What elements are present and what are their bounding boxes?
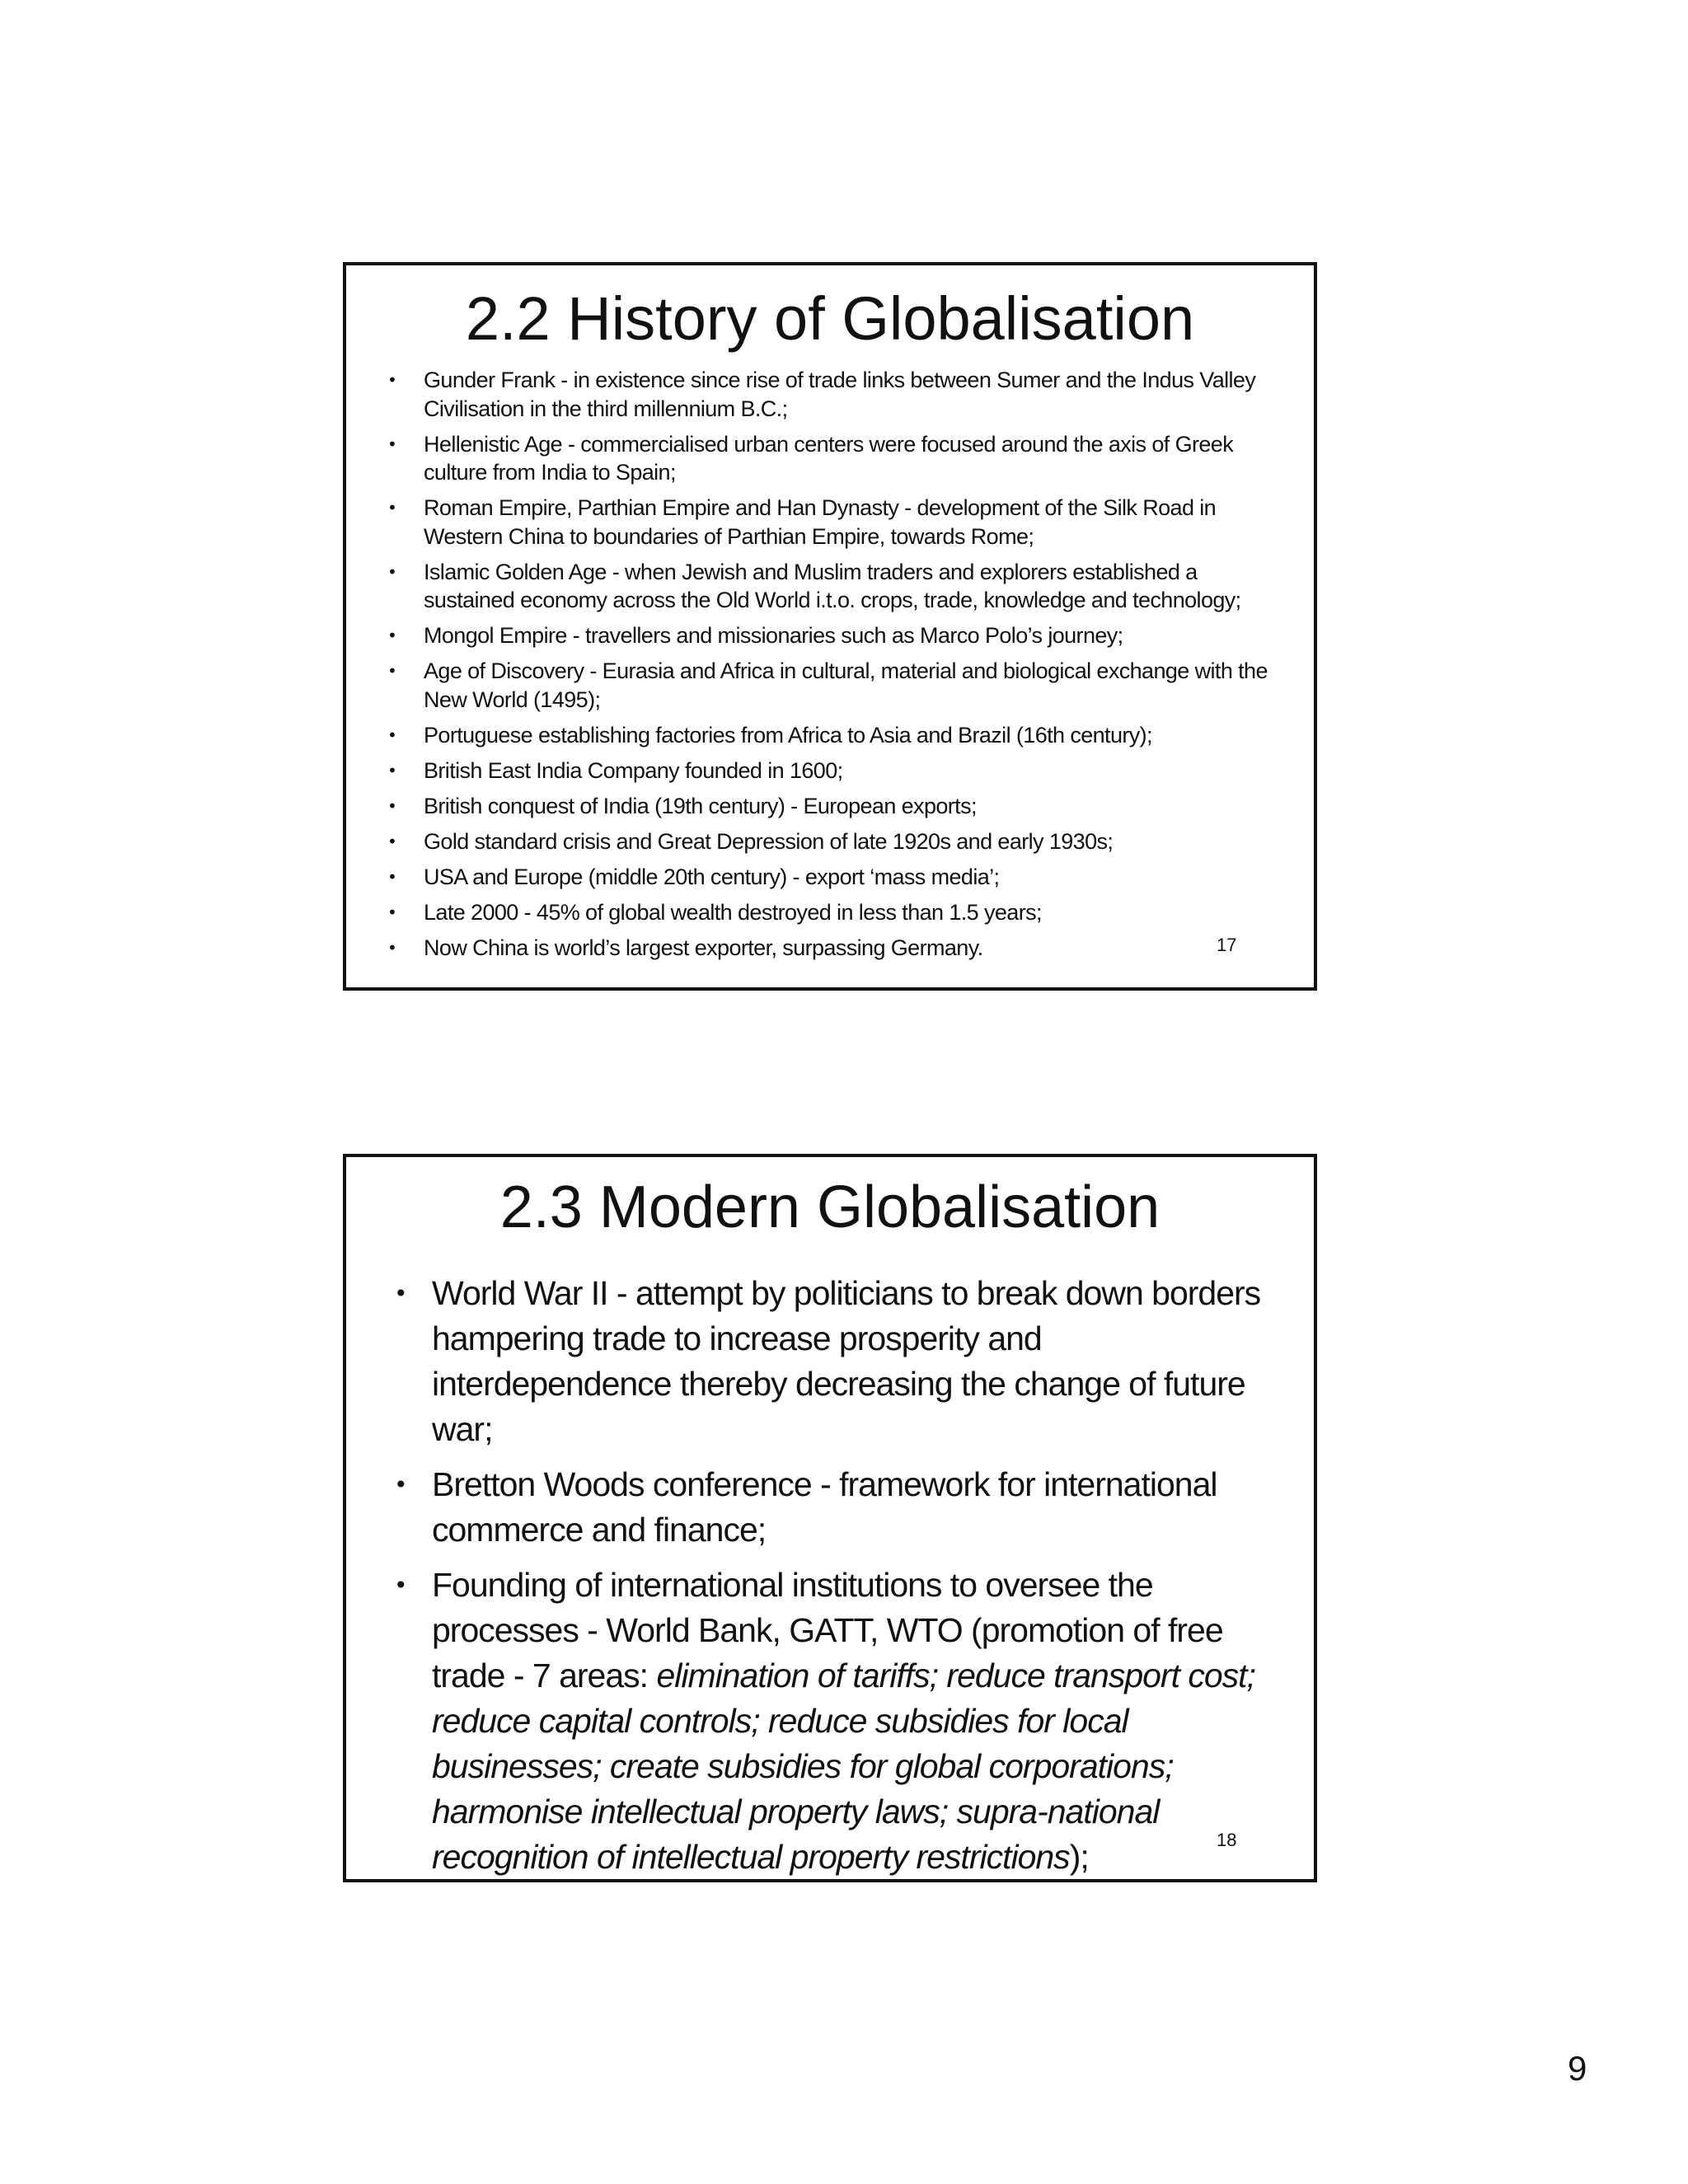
slide-number: 17 (1217, 935, 1237, 955)
list-item: • Age of Discovery - Eurasia and Africa in cultural, material and biological exchange with the New World (1495); (387, 658, 1268, 712)
bullet-list (387, 366, 1281, 969)
list-item: • British conquest of India (19th century) - European exports; (424, 792, 1281, 821)
bullet-icon: • (387, 866, 397, 887)
bullet-icon: • (394, 1471, 407, 1498)
list-item: • Roman Empire, Parthian Empire and Han Dynasty - development of the Silk Road in Western China to boundaries of Parthian Empire, towards Rome; (387, 495, 1217, 549)
bullet-icon: • (387, 795, 397, 816)
list-item: • USA and Europe (middle 20th century) - export ‘mass media’; (424, 863, 1281, 892)
list-item: • Hellenistic Age - commercialised urban centers were focused around the axis of Greek culture from India to Spain; (387, 431, 1234, 485)
slide-number: 18 (1217, 1830, 1237, 1850)
bullet-icon: • (387, 498, 397, 518)
wto-areas-italic: elimination of tariffs; reduce transport cost; reduce capital controls; reduce subsidies for local businesses; create subsidies for global corporations; harmonise intellectual property laws; supra-national recognition of intellectual property restrictions (432, 1657, 1255, 1876)
bullet-icon: • (394, 1280, 407, 1307)
bullet-icon: • (387, 937, 397, 958)
bullet-icon: • (387, 661, 397, 681)
list-item: • Now China is world’s largest exporter, surpassing Germany. (424, 934, 1281, 963)
list-item: • Founding of international institutions to oversee the processes - World Bank, GATT, WTO (promotion of free trade - 7 areas: elimination of tariffs; reduce transport cost; reduce capital controls; reduce subsidies for local businesses; create subsidies for global corporations; harmonise intellectual property laws; supra-national recognition of intellectual property restrictions); (432, 1563, 1273, 1880)
slide-17 (343, 262, 1317, 991)
bullet-icon: • (387, 626, 397, 645)
bullet-icon: • (387, 434, 397, 454)
bullet-icon: • (387, 831, 397, 851)
list-item: • World War II - attempt by politicians to break down borders hampering trade to increase prosperity and interdependence thereby decreasing the change of future war; (432, 1271, 1273, 1452)
list-item: • Gunder Frank - in existence since rise of trade links between Sumer and the Indus Valley Civilisation in the third millennium B.C.; (387, 368, 1256, 421)
bullet-icon: • (387, 724, 397, 745)
list-item: • British East India Company founded in 1600; (424, 757, 1281, 785)
bullet-icon: • (394, 1572, 407, 1599)
page-number: 9 (1568, 2049, 1587, 2088)
bullet-icon: • (387, 561, 397, 582)
list-item: • Gold standard crisis and Great Depression of late 1920s and early 1930s; (424, 827, 1281, 856)
list-item: • Islamic Golden Age - when Jewish and Muslim traders and explorers established a sustained economy across the Old World i.t.o. crops, trade, knowledge and technology; (387, 559, 1241, 612)
list-item: • Mongol Empire - travellers and missionaries such as Marco Polo’s journey; (424, 621, 1281, 650)
bullet-icon: • (387, 370, 397, 390)
bullet-list (394, 1271, 1273, 1890)
slide-title: 2.3 Modern Globalisation (499, 1174, 1160, 1240)
list-item: • Late 2000 - 45% of global wealth destroyed in less than 1.5 years; (424, 898, 1281, 927)
slide-title: 2.2 History of Globalisation (465, 284, 1195, 353)
bullet-icon: • (387, 902, 397, 922)
bullet-icon: • (387, 760, 397, 780)
slide-18 (343, 1154, 1317, 1882)
list-item: • Bretton Woods conference - framework for international commerce and finance; (432, 1462, 1273, 1553)
list-item: • Portuguese establishing factories from Africa to Asia and Brazil (16th century); (424, 721, 1281, 750)
